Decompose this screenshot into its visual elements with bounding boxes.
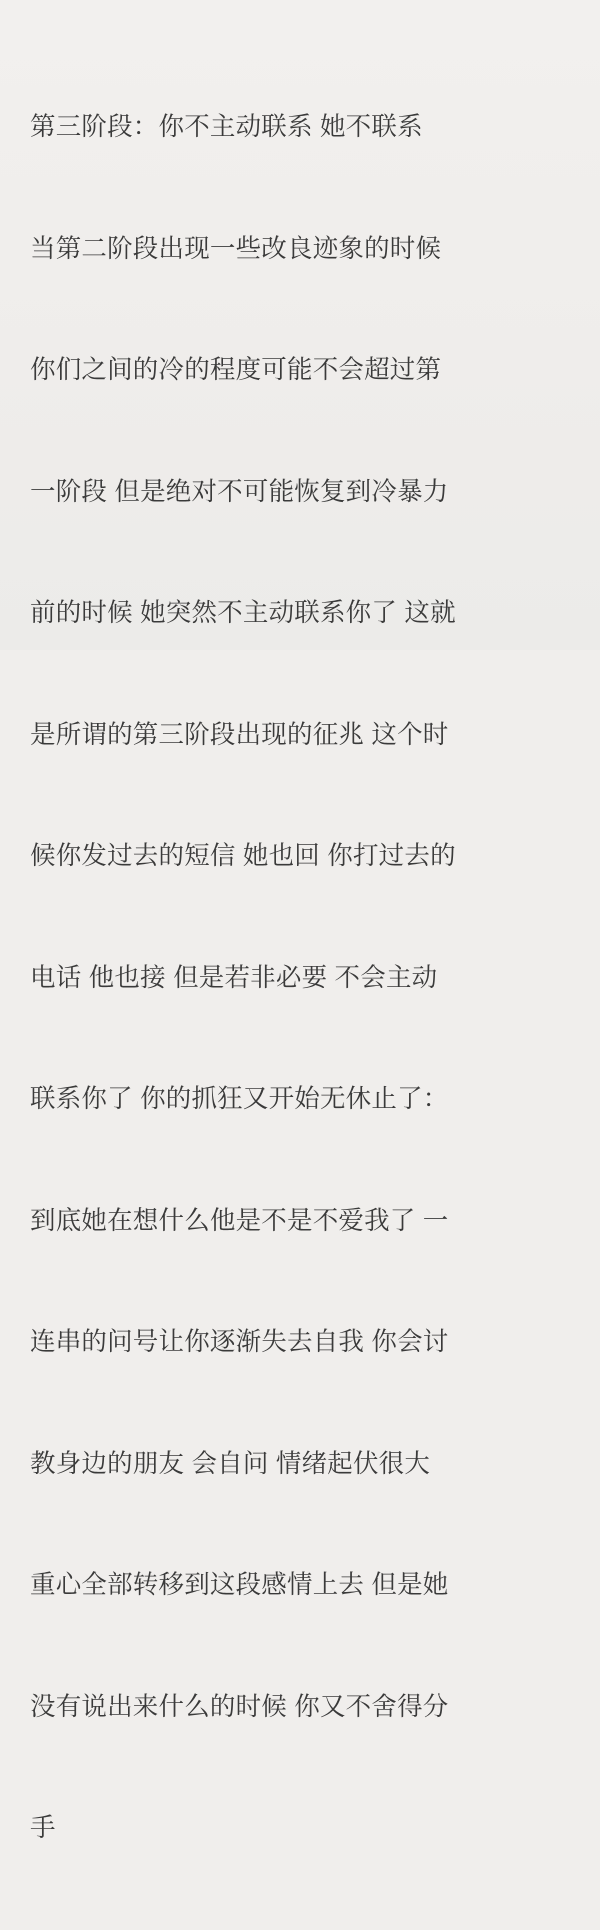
- text-line: 重心全部转移到这段感情上去 但是她: [30, 1571, 449, 1599]
- text-line: 手: [30, 1814, 56, 1842]
- document-text-block: [30, 26, 572, 1930]
- text-line: 一阶段 但是绝对不可能恢复到冷暴力: [30, 477, 449, 506]
- text-line: 连串的问号让你逐渐失去自我 你会讨: [30, 1328, 449, 1356]
- text-line: 电话 他也接 但是若非必要 不会主动: [30, 963, 438, 992]
- text-line: 你们之间的冷的程度可能不会超过第: [30, 356, 442, 384]
- text-line: 第三阶段：你不主动联系 她不联系: [30, 113, 423, 141]
- text-line: 候你发过去的短信 她也回 你打过去的: [30, 842, 456, 870]
- text-line: 前的时候 她突然不主动联系你了 这就: [30, 599, 456, 627]
- text-line: 没有说出来什么的时候 你又不舍得分: [30, 1692, 449, 1721]
- text-line: 教身边的朋友 会自问 情绪起伏很大: [30, 1449, 431, 1478]
- text-line: 联系你了 你的抓狂又开始无休止了：: [30, 1085, 449, 1113]
- text-line: 是所谓的第三阶段出现的征兆 这个时: [30, 720, 449, 749]
- text-line: 当第二阶段出现一些改良迹象的时候: [30, 234, 442, 263]
- text-line: 到底她在想什么他是不是不爱我了 一: [30, 1206, 449, 1235]
